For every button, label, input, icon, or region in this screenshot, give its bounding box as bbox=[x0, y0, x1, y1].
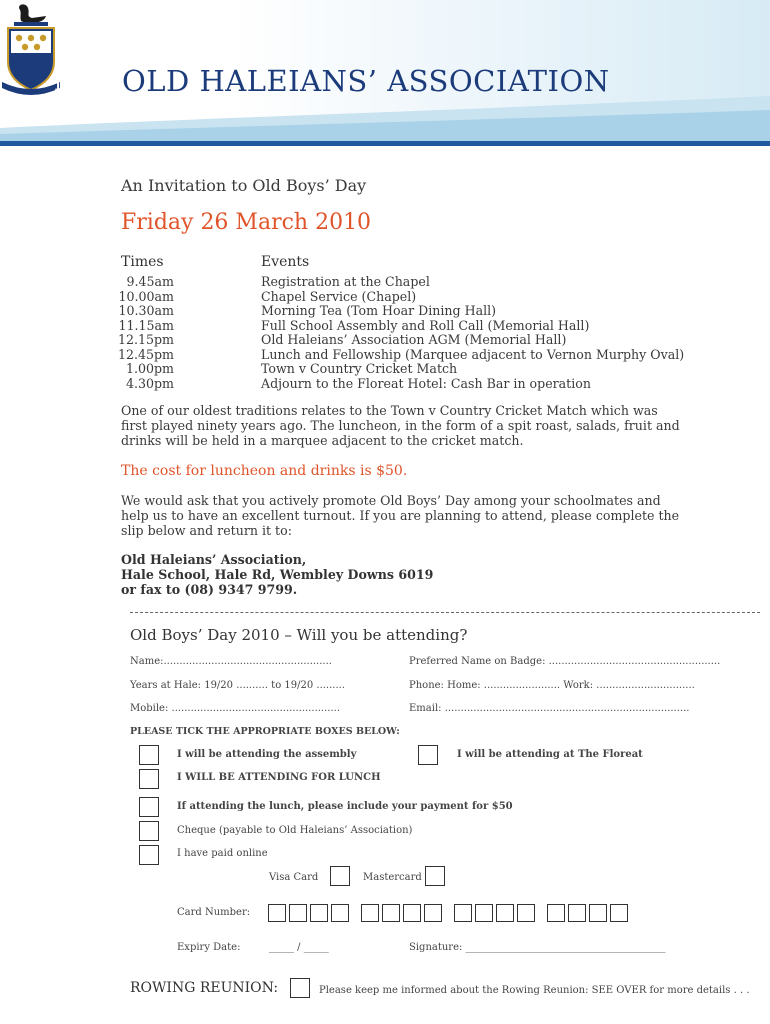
event-item: Town v Country Cricket Match bbox=[261, 361, 458, 376]
card-digit-box[interactable] bbox=[289, 904, 307, 922]
time-item: 9.45am bbox=[126, 274, 174, 289]
lunch-label: I WILL BE ATTENDING FOR LUNCH bbox=[177, 772, 381, 783]
event-item: Full School Assembly and Roll Call (Memorial Hall) bbox=[261, 317, 590, 333]
visa-checkbox[interactable] bbox=[330, 866, 350, 886]
organization-title: OLD HALEIANS’ ASSOCIATION bbox=[122, 64, 610, 98]
event-date: Friday 26 March 2010 bbox=[121, 210, 372, 235]
address-line: or fax to (08) 9347 9799. bbox=[121, 581, 298, 597]
years-at-hale-field[interactable]: Years at Hale: 19/20 .......... to 19/20 ......... bbox=[130, 680, 345, 691]
crest-year: 1858 bbox=[54, 80, 85, 93]
mastercard-checkbox[interactable] bbox=[425, 866, 445, 886]
assembly-checkbox[interactable] bbox=[139, 745, 159, 765]
event-item: Adjourn to the Floreat Hotel: Cash Bar in operation bbox=[261, 375, 591, 391]
header-rule bbox=[0, 141, 770, 146]
phone-field[interactable]: Phone: Home: ........................ Work: ............................... bbox=[409, 680, 695, 691]
event-item: Old Haleians’ Association AGM (Memorial Hall) bbox=[261, 332, 567, 347]
time-item: 12.45pm bbox=[117, 346, 174, 362]
cheque-label: Cheque (payable to Old Haleians’ Association) bbox=[177, 825, 413, 836]
email-field[interactable]: Email: ............................................................................. bbox=[409, 703, 690, 714]
card-digit-box[interactable] bbox=[517, 904, 535, 922]
event-item: Chapel Service (Chapel) bbox=[261, 288, 417, 304]
assembly-label: I will be attending the assembly bbox=[177, 749, 357, 760]
rowing-reunion-label: ROWING REUNION: bbox=[130, 980, 279, 996]
card-digit-box[interactable] bbox=[568, 904, 586, 922]
time-item: 10.00am bbox=[118, 288, 174, 304]
return-address bbox=[121, 553, 433, 597]
rowing-text: Please keep me informed about the Rowing Reunion: SEE OVER for more details . . . bbox=[319, 985, 750, 996]
floreat-label: I will be attending at The Floreat bbox=[457, 749, 643, 760]
tick-instruction: PLEASE TICK THE APPROPRIATE BOXES BELOW: bbox=[130, 726, 400, 737]
name-field[interactable]: Name:..................................................... bbox=[130, 656, 332, 667]
cut-line bbox=[130, 612, 760, 613]
address-line: Hale School, Hale Rd, Wembley Downs 6019 bbox=[121, 566, 434, 582]
form-title: Old Boys’ Day 2010 – Will you be attending? bbox=[130, 626, 468, 644]
preferred-name-field[interactable]: Preferred Name on Badge: ...................................................... bbox=[409, 656, 721, 667]
card-digit-box[interactable] bbox=[382, 904, 400, 922]
schedule-times bbox=[116, 275, 174, 391]
card-number-label: Card Number: bbox=[177, 907, 251, 918]
time-item: 10.30am bbox=[118, 303, 174, 318]
payment-note: If attending the lunch, please include your payment for $50 bbox=[177, 801, 513, 812]
card-digit-box[interactable] bbox=[589, 904, 607, 922]
card-digit-box[interactable] bbox=[268, 904, 286, 922]
mobile-field[interactable]: Mobile: ..................................................... bbox=[130, 703, 340, 714]
expiry-field[interactable]: _____ / _____ bbox=[269, 942, 329, 953]
card-digit-box[interactable] bbox=[424, 904, 442, 922]
event-item: Morning Tea (Tom Hoar Dining Hall) bbox=[261, 303, 497, 318]
promotion-paragraph: We would ask that you actively promote Old Boys’ Day among your schoolmates and help us to have an excellent turnout. If you are planning to attend, please complete the slip below and return it to: bbox=[121, 493, 680, 538]
card-digit-box[interactable] bbox=[361, 904, 379, 922]
paid-online-label: I have paid online bbox=[177, 848, 268, 859]
events-header: Events bbox=[261, 254, 310, 270]
signature-field[interactable]: Signature: ________________________________________ bbox=[409, 942, 666, 953]
event-item: Lunch and Fellowship (Marquee adjacent to Vernon Murphy Oval) bbox=[261, 346, 685, 362]
time-item: 4.30pm bbox=[125, 375, 174, 391]
payment-checkbox[interactable] bbox=[139, 797, 159, 817]
time-item: 12.15pm bbox=[117, 332, 174, 347]
school-crest-logo bbox=[0, 0, 62, 100]
card-digit-box[interactable] bbox=[454, 904, 472, 922]
invitation-heading: An Invitation to Old Boys’ Day bbox=[121, 176, 367, 195]
floreat-checkbox[interactable] bbox=[418, 745, 438, 765]
card-digit-box[interactable] bbox=[403, 904, 421, 922]
letterhead bbox=[0, 0, 770, 146]
rowing-checkbox[interactable] bbox=[290, 978, 310, 998]
times-header: Times bbox=[121, 254, 164, 270]
time-item: 1.00pm bbox=[125, 361, 174, 376]
card-digit-box[interactable] bbox=[331, 904, 349, 922]
cheque-checkbox[interactable] bbox=[139, 821, 159, 841]
lunch-checkbox[interactable] bbox=[139, 769, 159, 789]
card-digit-box[interactable] bbox=[310, 904, 328, 922]
visa-label: Visa Card bbox=[269, 872, 319, 883]
paid-online-checkbox[interactable] bbox=[139, 845, 159, 865]
card-digit-box[interactable] bbox=[610, 904, 628, 922]
card-digit-box[interactable] bbox=[547, 904, 565, 922]
card-digit-box[interactable] bbox=[496, 904, 514, 922]
card-digit-box[interactable] bbox=[475, 904, 493, 922]
time-item: 11.15am bbox=[118, 317, 174, 333]
mastercard-label: Mastercard bbox=[363, 872, 422, 883]
schedule-events bbox=[261, 275, 684, 391]
tradition-paragraph: One of our oldest traditions relates to the Town v Country Cricket Match which was first played ninety years ago. The luncheon, in the form of a spit roast, salads, fruit and drinks will be held in a marquee adjacent to the cricket match. bbox=[121, 403, 680, 448]
expiry-label: Expiry Date: bbox=[177, 942, 241, 953]
address-line: Old Haleians’ Association, bbox=[121, 552, 307, 567]
event-item: Registration at the Chapel bbox=[261, 274, 430, 289]
cost-notice: The cost for luncheon and drinks is $50. bbox=[121, 463, 408, 479]
